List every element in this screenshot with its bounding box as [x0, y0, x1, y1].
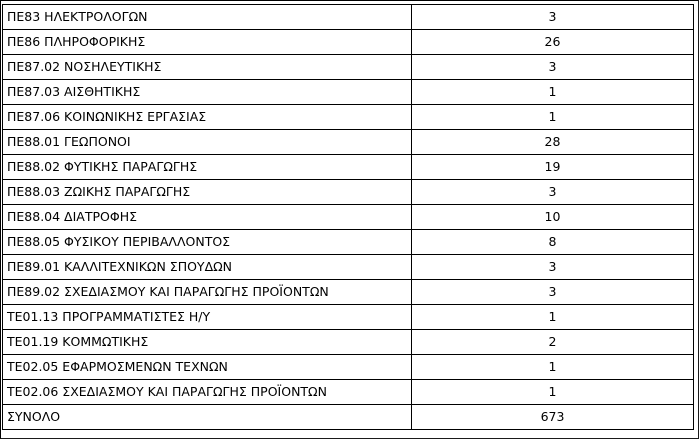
count-cell: 1	[412, 380, 694, 405]
table-row	[3, 155, 694, 180]
count-cell: 1	[412, 105, 694, 130]
specialty-cell: ΠΕ88.01 ΓΕΩΠΟΝΟΙ	[3, 130, 412, 155]
count-cell: 1	[412, 305, 694, 330]
count-cell: 2	[412, 330, 694, 355]
specialty-cell: ΠΕ89.01 ΚΑΛΛΙΤΕΧΝΙΚΩΝ ΣΠΟΥΔΩΝ	[3, 255, 412, 280]
table-row	[3, 305, 694, 330]
table-row	[3, 280, 694, 305]
count-cell: 3	[412, 5, 694, 30]
total-row	[3, 405, 694, 430]
specialty-cell: ΤΕ02.05 ΕΦΑΡΜΟΣΜΕΝΩΝ ΤΕΧΝΩΝ	[3, 355, 412, 380]
table-row	[3, 255, 694, 280]
total-count: 673	[412, 405, 694, 430]
table-row	[3, 130, 694, 155]
count-cell: 3	[412, 280, 694, 305]
table-row	[3, 5, 694, 30]
count-cell: 28	[412, 130, 694, 155]
table-row	[3, 355, 694, 380]
specialty-cell: ΠΕ89.02 ΣΧΕΔΙΑΣΜΟΥ ΚΑΙ ΠΑΡΑΓΩΓΗΣ ΠΡΟΪΟΝΤΩΝ	[3, 280, 412, 305]
specialty-cell: ΠΕ88.05 ΦΥΣΙΚΟΥ ΠΕΡΙΒΑΛΛΟΝΤΟΣ	[3, 230, 412, 255]
count-cell: 19	[412, 155, 694, 180]
table-row	[3, 330, 694, 355]
count-cell: 1	[412, 355, 694, 380]
table-row	[3, 30, 694, 55]
count-cell: 3	[412, 180, 694, 205]
specialty-cell: ΠΕ87.03 ΑΙΣΘΗΤΙΚΗΣ	[3, 80, 412, 105]
count-cell: 10	[412, 205, 694, 230]
specialty-cell: ΠΕ83 ΗΛΕΚΤΡΟΛΟΓΩΝ	[3, 5, 412, 30]
specialty-cell: ΠΕ86 ΠΛΗΡΟΦΟΡΙΚΗΣ	[3, 30, 412, 55]
specialty-count-table	[2, 4, 694, 430]
table-row	[3, 205, 694, 230]
specialty-cell: ΠΕ87.06 ΚΟΙΝΩΝΙΚΗΣ ΕΡΓΑΣΙΑΣ	[3, 105, 412, 130]
count-cell: 1	[412, 80, 694, 105]
table-row	[3, 180, 694, 205]
count-cell: 8	[412, 230, 694, 255]
table-row	[3, 80, 694, 105]
specialty-cell: ΠΕ88.02 ΦΥΤΙΚΗΣ ΠΑΡΑΓΩΓΗΣ	[3, 155, 412, 180]
specialty-cell: ΠΕ88.03 ΖΩΙΚΗΣ ΠΑΡΑΓΩΓΗΣ	[3, 180, 412, 205]
table-row	[3, 55, 694, 80]
table-row	[3, 380, 694, 405]
count-cell: 26	[412, 30, 694, 55]
count-cell: 3	[412, 55, 694, 80]
specialty-cell: ΠΕ87.02 ΝΟΣΗΛΕΥΤΙΚΗΣ	[3, 55, 412, 80]
specialty-cell: ΤΕ01.19 ΚΟΜΜΩΤΙΚΗΣ	[3, 330, 412, 355]
count-cell: 3	[412, 255, 694, 280]
specialty-cell: ΤΕ01.13 ΠΡΟΓΡΑΜΜΑΤΙΣΤΕΣ Η/Υ	[3, 305, 412, 330]
specialty-cell: ΠΕ88.04 ΔΙΑΤΡΟΦΗΣ	[3, 205, 412, 230]
specialty-cell: ΤΕ02.06 ΣΧΕΔΙΑΣΜΟΥ ΚΑΙ ΠΑΡΑΓΩΓΗΣ ΠΡΟΪΟΝΤΩΝ	[3, 380, 412, 405]
table-row	[3, 105, 694, 130]
total-label: ΣΥΝΟΛΟ	[3, 405, 412, 430]
table-row	[3, 230, 694, 255]
